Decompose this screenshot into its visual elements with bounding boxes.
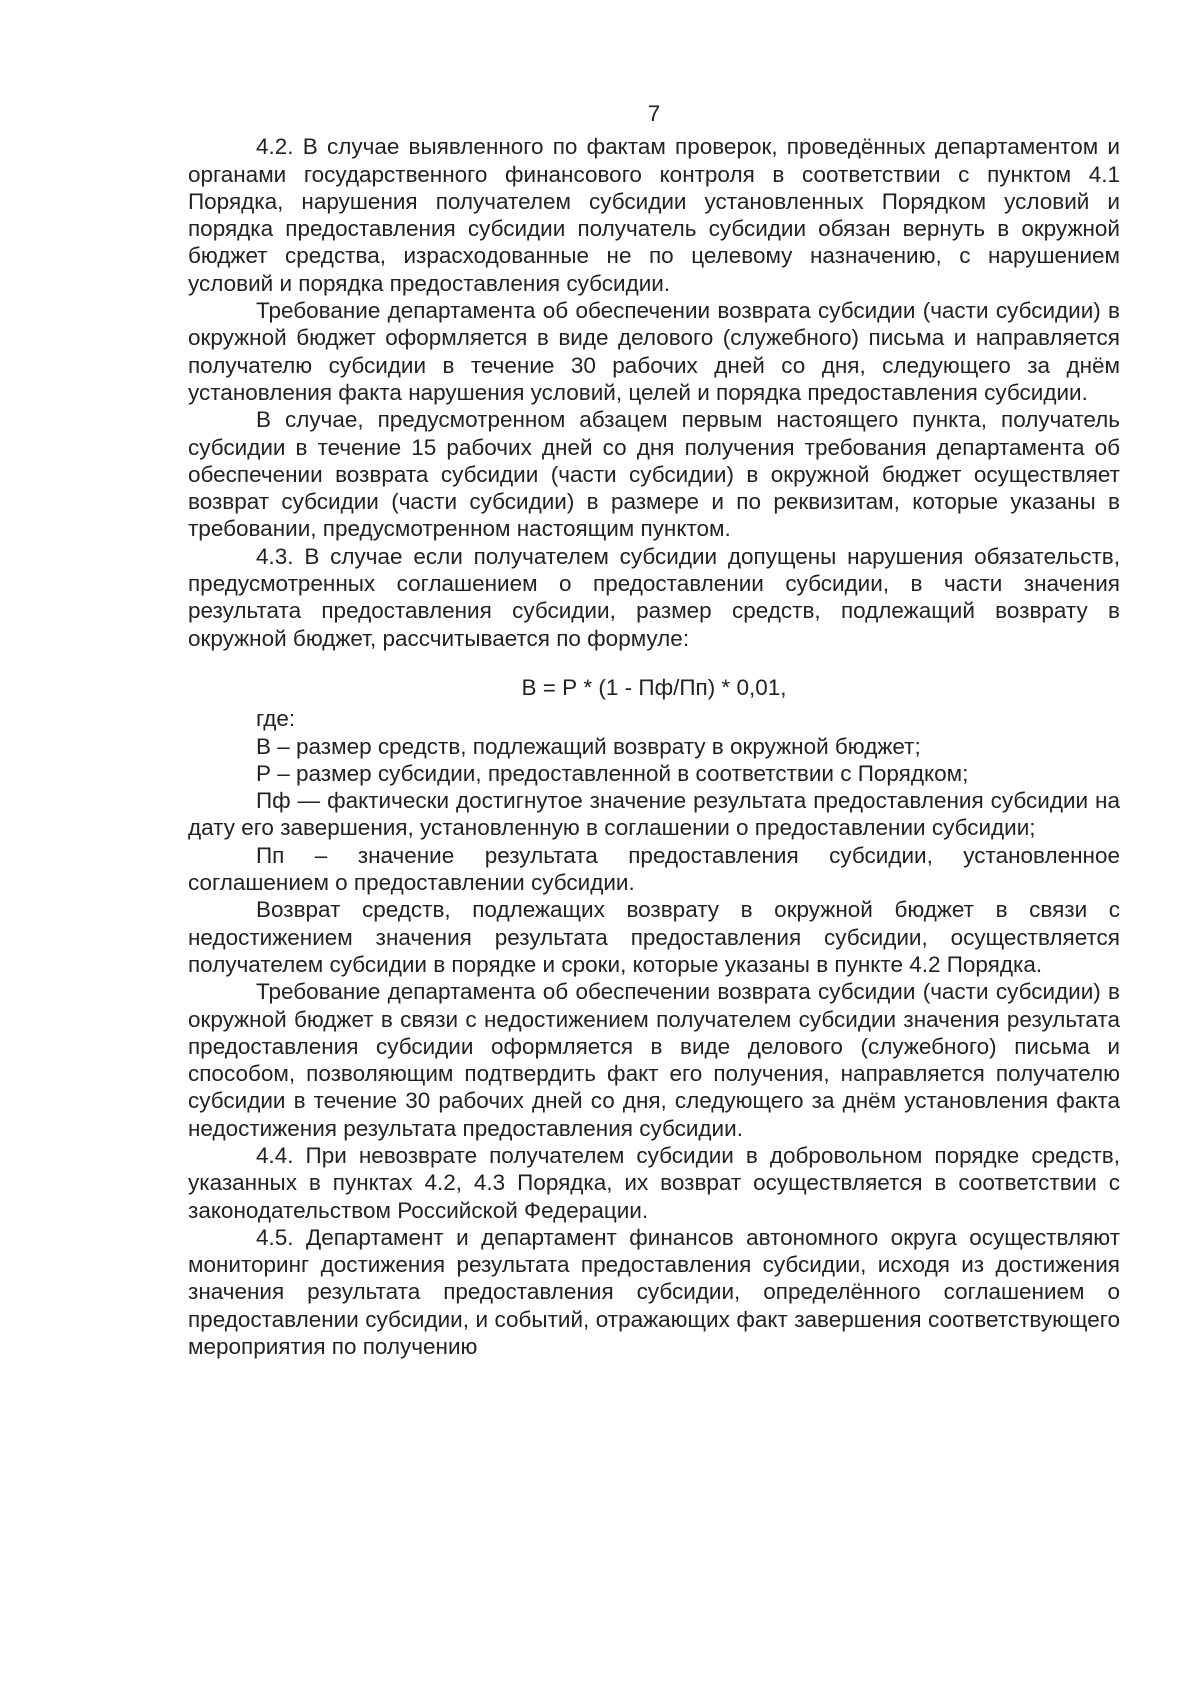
paragraph: 4.5. Департамент и департамент финансов автономного округа осуществляют мониторинг достижения результата предоставления субсидии, исходя из достижения значения результата предоставления субсидии, определённого соглашением о предоставлении субсидии, и событий, отражающих факт завершения соответствующего мероприятия по получению	[188, 1224, 1120, 1360]
document-page	[188, 100, 1120, 1360]
paragraph: Пп – значение результата предоставления субсидии, установленное соглашением о предоставлении субсидии.	[188, 842, 1120, 896]
paragraph: Р – размер субсидии, предоставленной в соответствии с Порядком;	[256, 760, 969, 786]
paragraph: В случае, предусмотренном абзацем первым настоящего пункта, получатель субсидии в течение 15 рабочих дней со дня получения требования департамента об обеспечении возврата субсидии (части субсидии) в окружной бюджет осуществляет возврат субсидии (части субсидии) в размере и по реквизитам, которые указаны в требовании, предусмотренном настоящим пунктом.	[188, 407, 1120, 542]
paragraph: 4.2. В случае выявленного по фактам проверок, проведённых департаментом и органами государственного финансового контроля в соответствии с пунктом 4.1 Порядка, нарушения получателем субсидии установленных Порядком условий и порядка предоставления субсидии получатель субсидии обязан вернуть в окружной бюджет средства, израсходованные не по целевому назначению, с нарушением условий и порядка предоставления субсидии.	[188, 134, 1120, 296]
paragraph: Требование департамента об обеспечении возврата субсидии (части субсидии) в окружной бюджет оформляется в виде делового (служебного) письма и направляется получателю субсидии в течение 30 рабочих дней со дня, следующего за днём установления факта нарушения условий, целей и порядка предоставления субсидии.	[188, 298, 1120, 405]
paragraph: где:	[256, 706, 296, 732]
formula: В = Р * (1 - Пф/Пп) * 0,01,	[521, 674, 787, 700]
paragraph: В – размер средств, подлежащий возврату в окружной бюджет;	[256, 733, 921, 759]
page-number: 7	[647, 101, 661, 126]
paragraph: 4.3. В случае если получателем субсидии допущены нарушения обязательств, предусмотренных соглашением о предоставлении субсидии, в части значения результата предоставления субсидии, размер средств, подлежащий возврату в окружной бюджет, рассчитывается по формуле:	[188, 543, 1120, 651]
paragraph: 4.4. При невозврате получателем субсидии в добровольном порядке средств, указанных в пунктах 4.2, 4.3 Порядка, их возврат осуществляется в соответствии с законодательством Российской Федерации.	[188, 1142, 1120, 1223]
paragraph: Пф — фактически достигнутое значение результата предоставления субсидии на дату его завершения, установленную в соглашении о предоставлении субсидии;	[188, 788, 1120, 841]
paragraph: Требование департамента об обеспечении возврата субсидии (части субсидии) в окружной бюджет в связи с недостижением получателем субсидии значения результата предоставления субсидии оформляется в виде делового (служебного) письма и способом, позволяющим подтвердить факт его получения, направляется получателю субсидии в течение 30 рабочих дней со дня, следующего за днём установления факта недостижения результата предоставления субсидии.	[188, 979, 1120, 1141]
paragraph: Возврат средств, подлежащих возврату в окружной бюджет в связи с недостижением значения результата предоставления субсидии, осуществляется получателем субсидии в порядке и сроки, которые указаны в пункте 4.2 Порядка.	[188, 897, 1120, 977]
